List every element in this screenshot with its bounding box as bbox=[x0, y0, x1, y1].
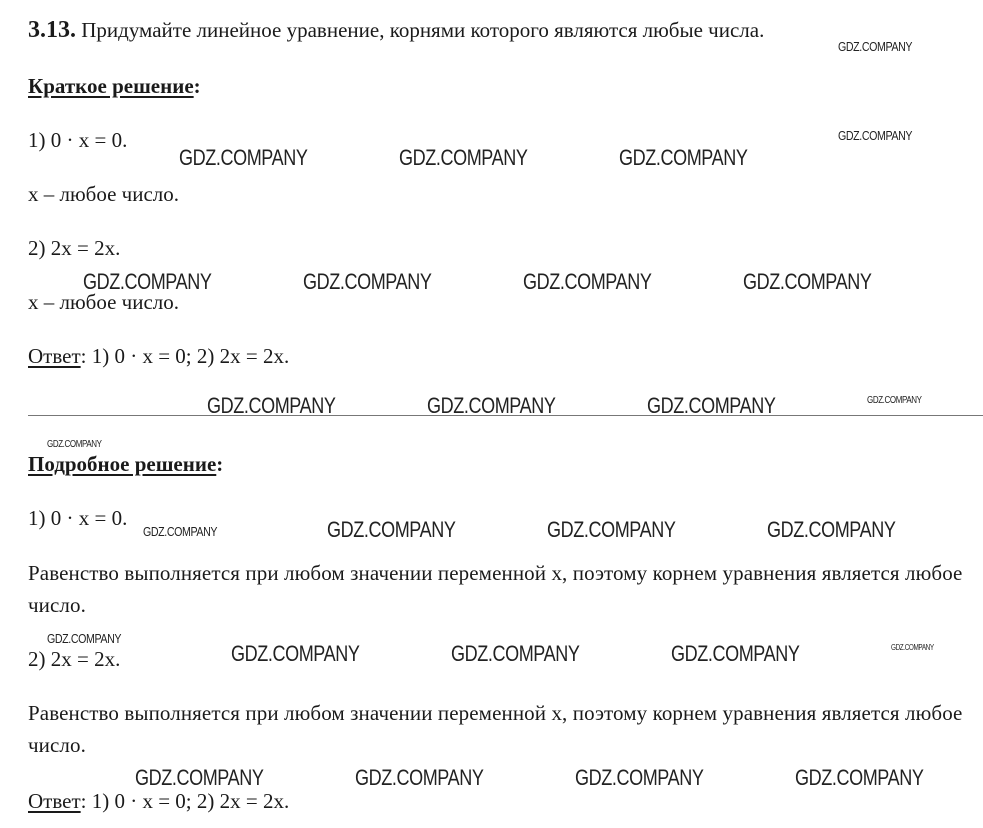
short-step2-equation: 2) 2x = 2x. bbox=[28, 236, 121, 260]
watermark: GDZ.COMPANY bbox=[451, 641, 580, 666]
short-answer-text: : 1) 0 · x = 0; 2) 2x = 2x. bbox=[80, 344, 290, 368]
watermark: GDZ.COMPANY bbox=[231, 641, 360, 666]
watermark: GDZ.COMPANY bbox=[795, 765, 924, 790]
detailed-answer bbox=[28, 791, 289, 812]
short-solution-title: Краткое решение bbox=[28, 74, 194, 98]
short-answer-label: Ответ bbox=[28, 344, 81, 368]
short-step2-note: x – любое число. bbox=[28, 290, 180, 314]
short-step1-equation: 1) 0 · x = 0. bbox=[28, 128, 128, 152]
watermark: GDZ.COMPANY bbox=[83, 269, 212, 294]
watermark: GDZ.COMPANY bbox=[399, 145, 528, 170]
watermark: GDZ.COMPANY bbox=[303, 269, 432, 294]
detailed-solution-title: Подробное решение bbox=[28, 452, 217, 476]
detailed-step1-explanation: Равенство выполняется при любом значении переменной x, поэтому корнем уравнения является любое число. bbox=[28, 561, 963, 617]
watermark: GDZ.COMPANY bbox=[47, 439, 102, 450]
watermark: GDZ.COMPANY bbox=[743, 269, 872, 294]
watermark: GDZ.COMPANY bbox=[179, 145, 308, 170]
watermark: GDZ.COMPANY bbox=[523, 269, 652, 294]
watermark: GDZ.COMPANY bbox=[355, 765, 484, 790]
problem-number: 3.13. bbox=[28, 17, 76, 43]
detailed-step1-equation: 1) 0 · x = 0. bbox=[28, 506, 128, 530]
watermark: GDZ.COMPANY bbox=[135, 765, 264, 790]
watermark: GDZ.COMPANY bbox=[575, 765, 704, 790]
watermark: GDZ.COMPANY bbox=[207, 393, 336, 418]
short-solution-title-colon: : bbox=[193, 74, 201, 98]
detailed-solution-title-colon: : bbox=[216, 452, 224, 476]
detailed-step2-equation: 2) 2x = 2x. bbox=[28, 647, 121, 671]
watermark: GDZ.COMPANY bbox=[838, 128, 913, 143]
watermark: GDZ.COMPANY bbox=[767, 517, 896, 542]
watermark: GDZ.COMPANY bbox=[143, 524, 218, 539]
watermark: GDZ.COMPANY bbox=[891, 643, 934, 652]
problem-statement bbox=[28, 18, 764, 42]
short-solution-heading bbox=[28, 76, 201, 97]
watermark: GDZ.COMPANY bbox=[671, 641, 800, 666]
watermark: GDZ.COMPANY bbox=[47, 631, 122, 646]
watermark: GDZ.COMPANY bbox=[327, 517, 456, 542]
watermark: GDZ.COMPANY bbox=[427, 393, 556, 418]
detailed-solution-heading bbox=[28, 454, 223, 475]
problem-text: Придумайте линейное уравнение, корнями которого являются любые числа. bbox=[81, 18, 765, 42]
detailed-answer-text: : 1) 0 · x = 0; 2) 2x = 2x. bbox=[80, 789, 290, 813]
watermark: GDZ.COMPANY bbox=[867, 395, 922, 406]
watermark: GDZ.COMPANY bbox=[547, 517, 676, 542]
watermark: GDZ.COMPANY bbox=[619, 145, 748, 170]
short-answer bbox=[28, 346, 289, 367]
watermark: GDZ.COMPANY bbox=[647, 393, 776, 418]
detailed-step2-explanation: Равенство выполняется при любом значении переменной x, поэтому корнем уравнения является любое число. bbox=[28, 701, 963, 757]
detailed-answer-label: Ответ bbox=[28, 789, 81, 813]
short-step1-note: x – любое число. bbox=[28, 182, 180, 206]
watermark: GDZ.COMPANY bbox=[838, 39, 913, 54]
